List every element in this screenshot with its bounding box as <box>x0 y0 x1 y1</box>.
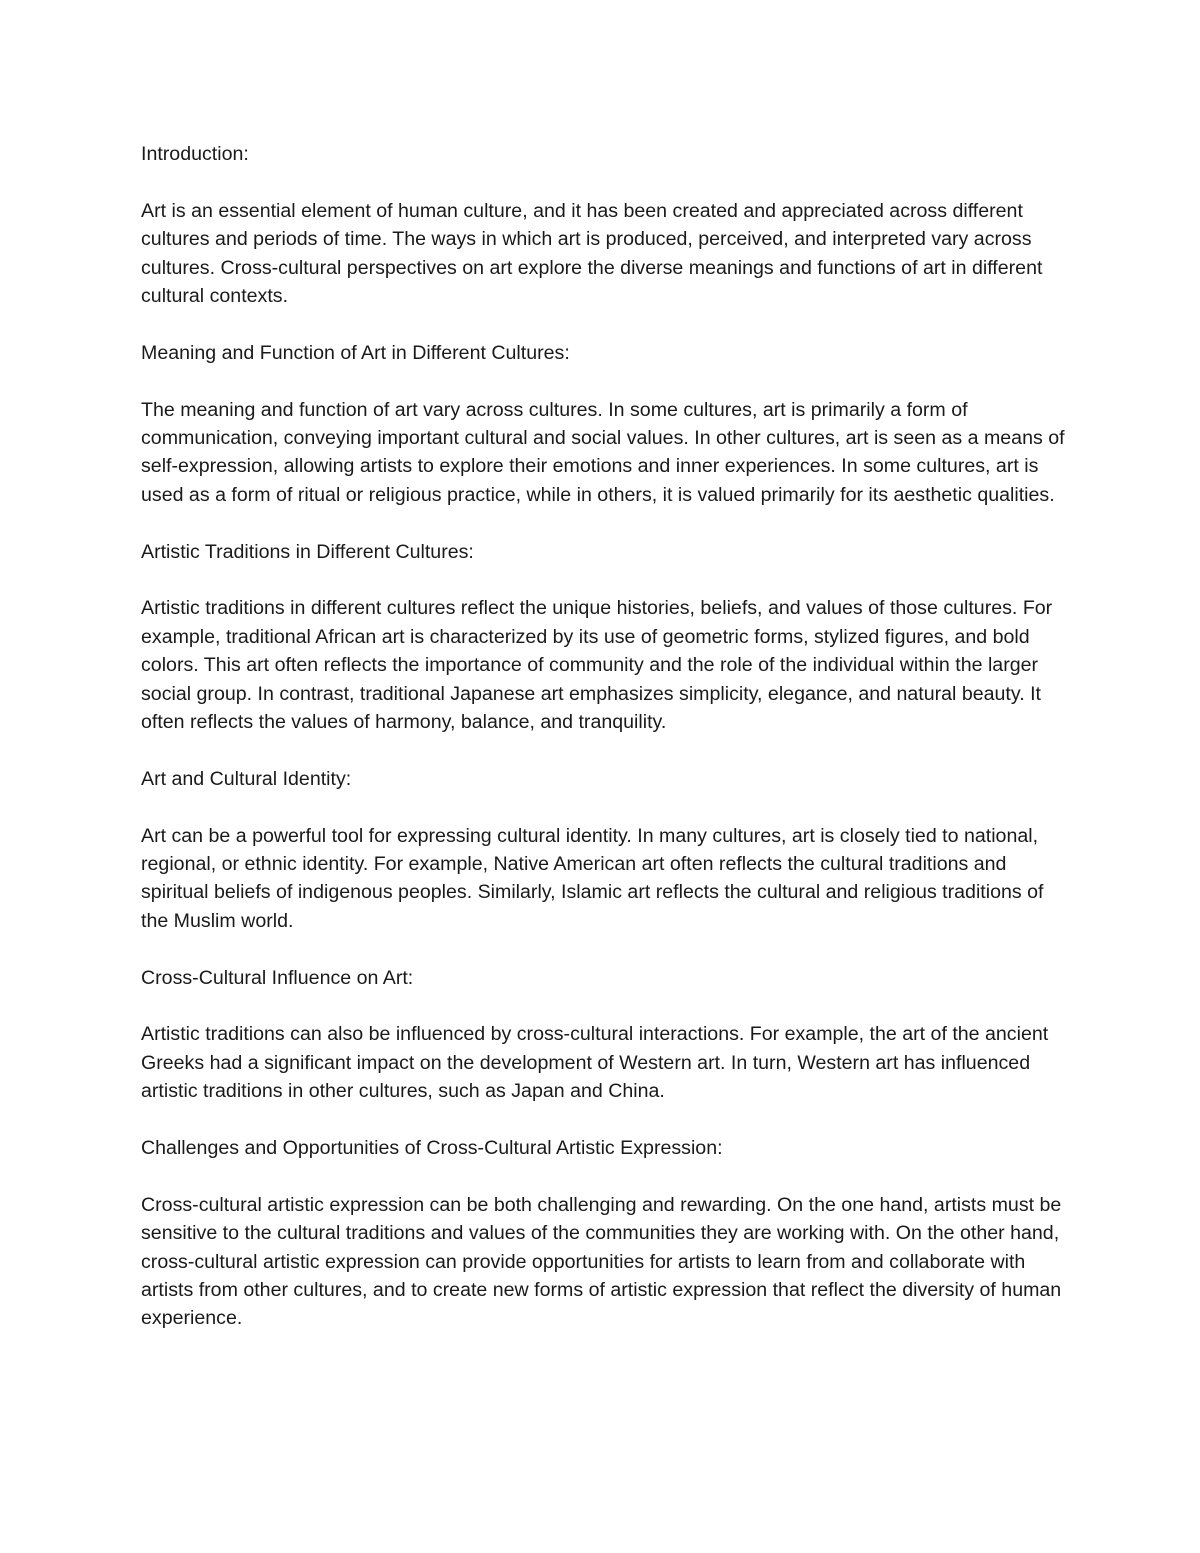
section-body-challenges-opportunities: Cross-cultural artistic expression can be both challenging and rewarding. On the one hand, artists must be sensitive to the cultural traditions and values of the communities they are working with. On the other hand, cross-cultural artistic expression can provide opportunities for artists to learn from and collaborate with artists from other cultures, and to create new forms of artistic expression that reflect the diversity of human experience. <box>141 1193 1062 1330</box>
section-body-cultural-identity: Art can be a powerful tool for expressing cultural identity. In many cultures, art is closely tied to national, regional, or ethnic identity. For example, Native American art often reflects the cultural traditions and spiritual beliefs of indigenous peoples. Similarly, Islamic art reflects the cultural and religious traditions of the Muslim world. <box>141 824 1044 932</box>
section-body-meaning-function: The meaning and function of art vary across cultures. In some cultures, art is primarily a form of communication, conveying important cultural and social values. In other cultures, art is seen as a means of self-expression, allowing artists to explore their emotions and inner experiences. In some cultures, art is used as a form of ritual or religious practice, while in others, it is valued primarily for its aesthetic qualities. <box>141 398 1065 506</box>
section-heading-introduction: Introduction: <box>141 143 249 165</box>
section-body-artistic-traditions: Artistic traditions in different cultures reflect the unique histories, beliefs, and values of those cultures. For example, traditional African art is characterized by its use of geometric forms, stylized figures, and bold colors. This art often reflects the importance of community and the role of the individual within the larger social group. In contrast, traditional Japanese art emphasizes simplicity, elegance, and natural beauty. It often reflects the values of harmony, balance, and tranquility. <box>141 597 1053 734</box>
section-heading-cultural-identity: Art and Cultural Identity: <box>141 767 352 790</box>
section-heading-cross-cultural-influence: Cross-Cultural Influence on Art: <box>141 966 414 989</box>
section-body-introduction: Art is an essential element of human culture, and it has been created and appreciated across different cultures and periods of time. The ways in which art is produced, perceived, and interpreted vary across cultures. Cross-cultural perspectives on art explore the diverse meanings and functions of art in different cultural contexts. <box>141 199 1043 308</box>
section-heading-challenges-opportunities: Challenges and Opportunities of Cross-Cultural Artistic Expression: <box>141 1137 723 1160</box>
section-heading-artistic-traditions: Artistic Traditions in Different Cultures: <box>141 540 474 563</box>
document-body <box>141 140 1066 1361</box>
section-body-cross-cultural-influence: Artistic traditions can also be influenced by cross-cultural interactions. For example, the art of the ancient Greeks had a significant impact on the development of Western art. In turn, Western art has influenced artistic traditions in other cultures, such as Japan and China. <box>141 1023 1049 1103</box>
section-heading-meaning-function: Meaning and Function of Art in Different Cultures: <box>141 341 570 364</box>
